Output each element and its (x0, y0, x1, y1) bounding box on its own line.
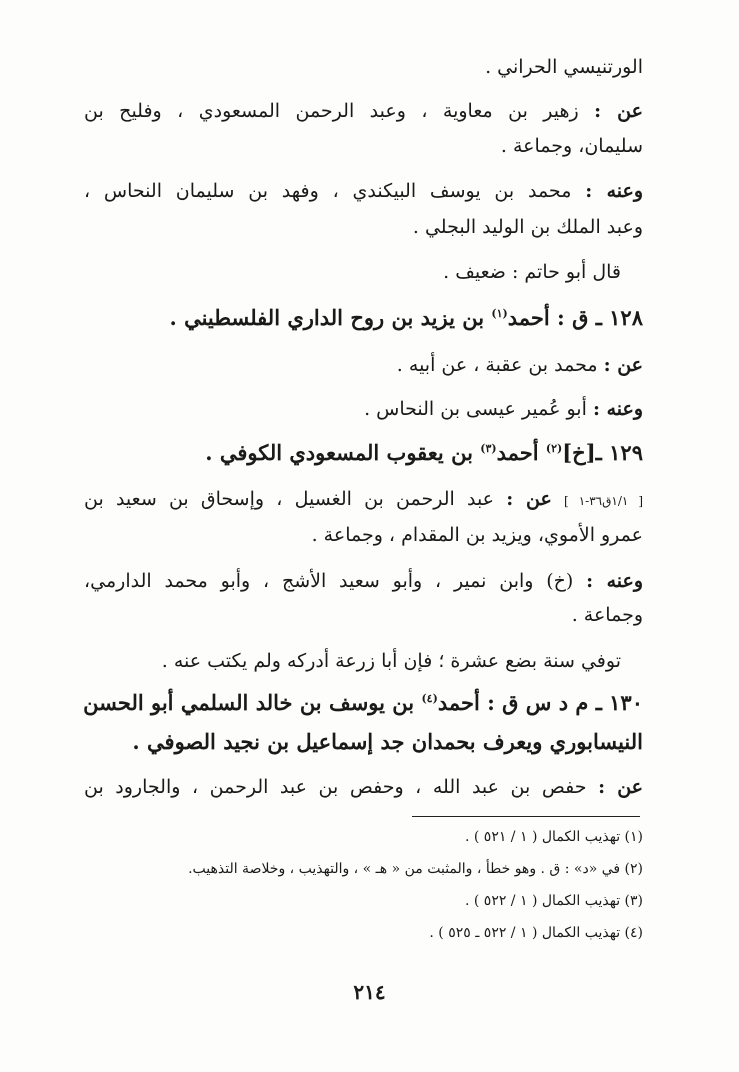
text-line: [ ١/١ق٣٦-١ ] عن : عبد الرحمن بن الغسيل ، وإسحاق بن سعيد بن (84, 488, 643, 510)
footnote-marker: (٣) (480, 442, 497, 455)
footnote-marker: (١) (491, 307, 508, 320)
text-line: عن : زهير بن معاوية ، وعبد الرحمن المسعودي ، وفليح بن (84, 100, 643, 122)
text-line: وجماعة . (571, 604, 643, 626)
text-line: وعنه : (خ) وابن نمير ، وأبو سعيد الأشج ، وأبو محمد الدارمي، (84, 570, 643, 592)
footnote: (١) تهذيب الكمال ( ١ / ٥٢١ ) . (464, 829, 643, 845)
line-label: عن : (594, 100, 643, 122)
text-line: عن : محمد بن عقبة ، عن أبيه . (396, 354, 643, 376)
line-label: عن : (603, 354, 643, 376)
text-line: وعنه : محمد بن يوسف البيكندي ، وفهد بن سليمان النحاس ، (84, 180, 644, 202)
line-label: وعنه : (585, 180, 644, 202)
line-label: عن : (598, 776, 644, 798)
entry-heading: ١٢٨ ـ ق : أحمد$^{(١)}$ بن يزيد بن روح الداري الفلسطيني . (169, 305, 643, 330)
line-label: عن : (506, 488, 552, 510)
text-line: وعبد الملك بن الوليد البجلي . (412, 216, 643, 238)
text-line: الورتنيسي الحراني . (485, 56, 643, 78)
text-line: وعنه : أبو عُمير عيسى بن النحاس . (364, 398, 643, 420)
entry-heading: ١٣٠ ـ م د س ق : أحمد$^{(٤)}$ بن يوسف بن خالد السلمي أبو الحسن (83, 690, 643, 715)
footnote: (٣) تهذيب الكمال ( ١ / ٥٢٢ ) . (464, 893, 643, 909)
text-line: عمرو الأموي، ويزيد بن المقدام ، وجماعة . (311, 524, 643, 546)
footnote-marker: (٢) (545, 442, 563, 455)
footnote-divider (412, 816, 640, 817)
text-line: قال أبو حاتم : ضعيف . (443, 261, 621, 283)
manuscript-ref: [ ١/١ق٣٦-١ ] (564, 494, 643, 508)
text-line: عن : حفص بن عبد الله ، وحفص بن عبد الرحمن ، والجارود بن (84, 776, 644, 798)
text-line: سليمان، وجماعة . (500, 135, 643, 157)
entry-heading: النيسابوري ويعرف بحمدان جد إسماعيل بن نجيد الصوفي . (132, 729, 643, 754)
line-label: وعنه : (592, 398, 643, 420)
entry-heading: ١٢٩ ـ[خ]$^{(٢)}$ أحمد$^{(٣)}$ بن يعقوب المسعودي الكوفي . (205, 440, 643, 465)
text-line: توفي سنة بضع عشرة ؛ فإن أبا زرعة أدركه ولم يكتب عنه . (161, 650, 621, 672)
page-number: ٢١٤ (353, 980, 386, 1004)
footnote: (٤) تهذيب الكمال ( ١ / ٥٢٢ ـ ٥٢٥ ) . (429, 925, 643, 941)
line-label: وعنه : (586, 570, 643, 592)
footnote: (٢) في «د» : ق . وهو خطأ ، والمثبت من « هـ » ، والتهذيب ، وخلاصة التذهيب. (188, 861, 643, 877)
footnote-marker: (٤) (421, 692, 438, 705)
